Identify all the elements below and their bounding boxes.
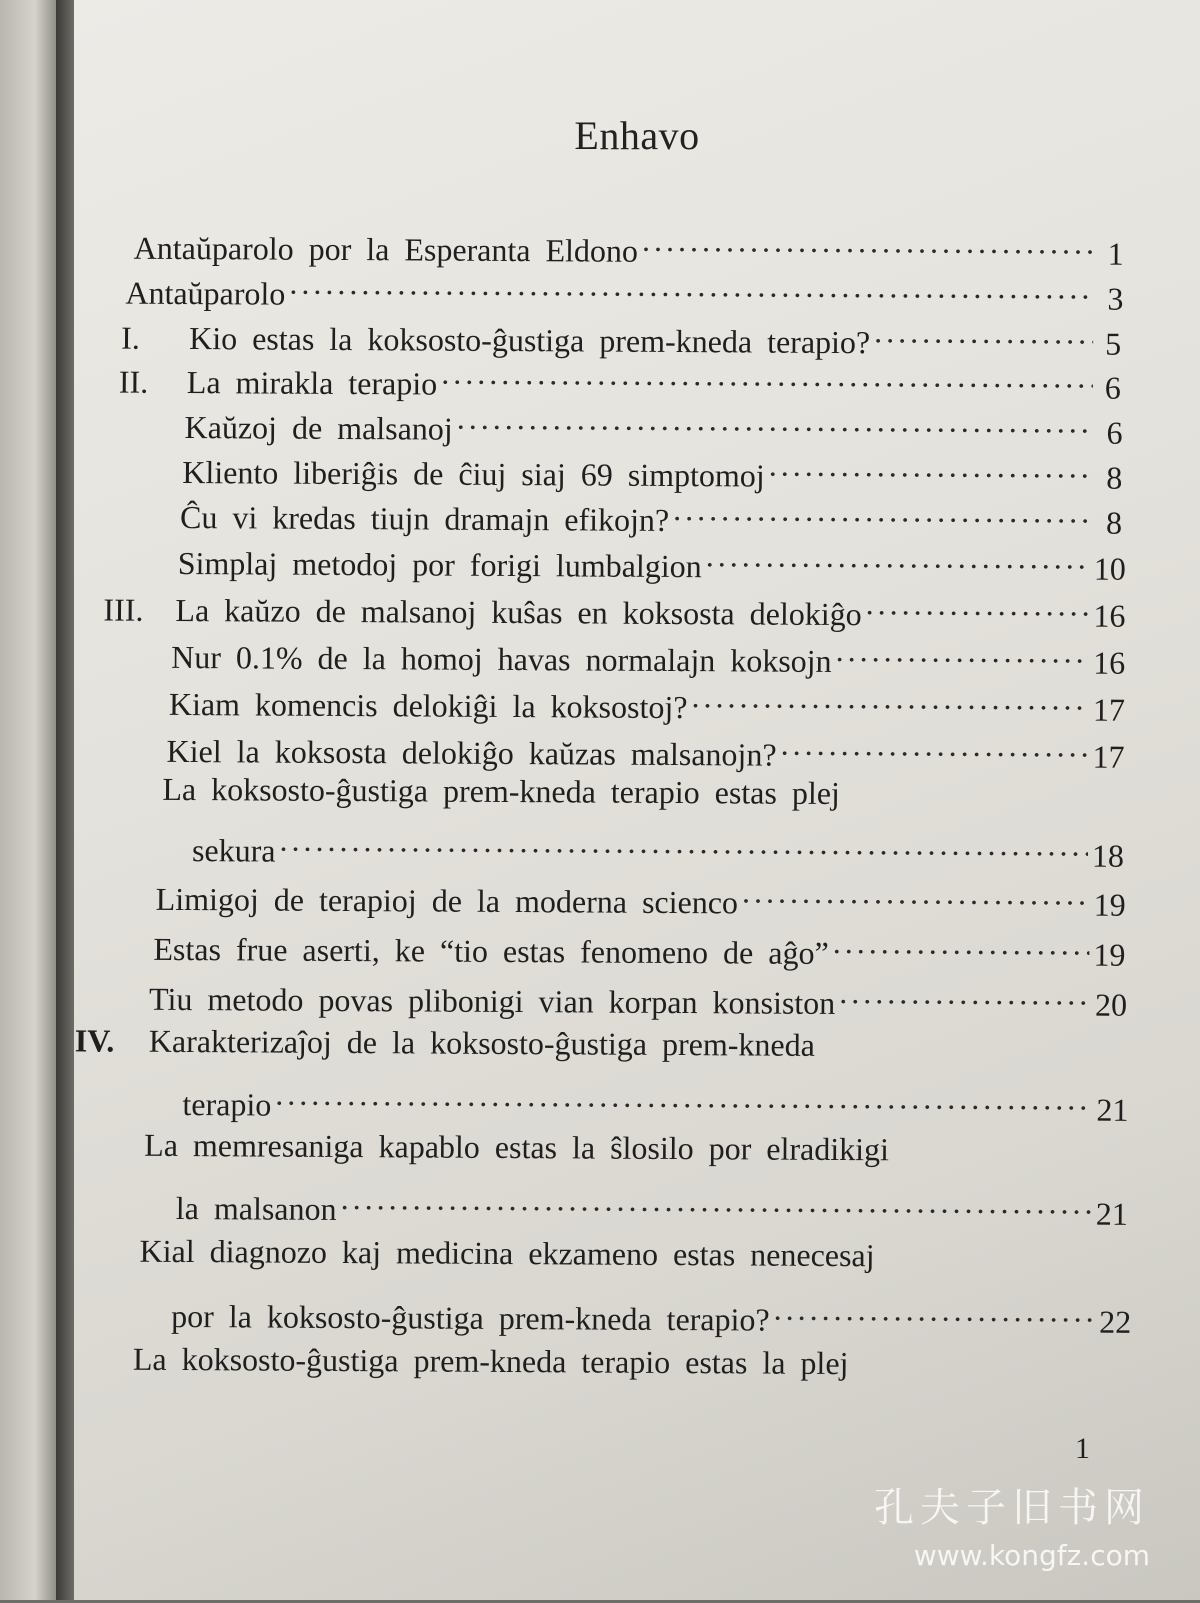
toc-entry — [171, 624, 1126, 681]
toc-entry-title: La koksosto-ĝustiga prem-kneda terapio estas plej — [162, 770, 840, 812]
toc-entry-page: 19 — [1093, 936, 1126, 973]
toc-entry-title: Kliento liberiĝis de ĉiuj siaj 69 simptomoj — [182, 454, 765, 494]
toc-entry — [182, 1071, 1129, 1128]
leader-dots — [866, 581, 1090, 626]
chapter-number: III. — [103, 591, 144, 628]
toc-entry — [149, 966, 1128, 1023]
toc-entry-page: 18 — [1091, 837, 1125, 874]
leader-dots — [839, 970, 1091, 1016]
toc-entry — [121, 305, 1122, 362]
toc-entry-title: La mirakla terapio — [186, 364, 438, 402]
watermark-url: www.kongfz.com — [913, 1539, 1150, 1572]
leader-dots — [774, 1287, 1096, 1333]
chapter-number: IV. — [74, 1022, 115, 1059]
toc-entry-title: terapio — [182, 1086, 272, 1123]
toc-entry-title: Simplaj metodoj por forigi lumbalgion — [177, 544, 702, 585]
toc-entry-title: Ĉu vi kredas tiujn dramajn efikojn? — [179, 498, 670, 538]
toc-entry-title: Antaŭparolo — [125, 274, 286, 312]
toc-entry — [118, 349, 1121, 406]
toc-entry — [179, 484, 1123, 541]
toc-entry-page: 3 — [1107, 280, 1124, 317]
toc-entry-title: sekura — [191, 832, 276, 869]
toc-entry — [133, 1337, 1129, 1387]
leader-dots — [706, 533, 1090, 579]
toc-entry — [177, 530, 1126, 587]
leader-dots — [874, 309, 1093, 354]
book-page — [74, 0, 1200, 1600]
toc-entry-title: Kaŭzoj de malsanoj — [184, 409, 453, 447]
adjacent-page-edge — [0, 0, 58, 1600]
toc-entry-page: 6 — [1104, 369, 1121, 406]
toc-entry-title: La koksosto-ĝustiga prem-kneda terapio estas la plej — [132, 1340, 849, 1382]
leader-dots — [642, 218, 1096, 265]
toc-entry-page: 17 — [1092, 738, 1125, 775]
toc-entry — [182, 439, 1123, 496]
leader-dots — [781, 722, 1089, 768]
leader-dots — [691, 674, 1089, 720]
toc-entry-title: Tiu metodo povas plibonigi vian korpan konsiston — [149, 980, 836, 1021]
toc-entry-title: Nur 0.1% de la homoj havas normalajn koksojn — [171, 638, 832, 679]
toc-entry — [103, 577, 1126, 634]
leader-dots — [275, 1072, 1092, 1121]
toc-entry-title: La memresaniga kapablo estas la ŝlosilo por elradikigi — [144, 1126, 890, 1168]
chapter-number: II. — [118, 363, 149, 400]
toc-entry-page: 5 — [1105, 325, 1122, 362]
toc-entry — [133, 215, 1124, 272]
toc-entry — [155, 866, 1126, 923]
table-of-contents — [65, 0, 1200, 1603]
toc-entry — [175, 1175, 1128, 1232]
toc-heading: Enhavo — [574, 113, 700, 158]
toc-entry-title: La kaŭzo de malsanoj kuŝas en koksosta delokiĝo — [175, 591, 862, 633]
toc-entry — [153, 916, 1126, 973]
toc-entry-page: 22 — [1099, 1303, 1132, 1340]
leader-dots — [742, 869, 1090, 915]
toc-entry-title: Antaŭparolo por la Esperanta Eldono — [133, 229, 639, 269]
page-number: 1 — [1075, 1432, 1090, 1465]
leader-dots — [457, 396, 1095, 444]
toc-entry — [144, 1123, 1128, 1173]
toc-entry — [162, 767, 1124, 817]
toc-entry-title: Kial diagnozo kaj medicina ekzameno estas nenecesaj — [139, 1232, 875, 1274]
leader-dots — [836, 628, 1090, 674]
toc-entry — [166, 718, 1125, 775]
toc-entry-page: 10 — [1093, 550, 1126, 587]
toc-entry — [75, 1018, 1127, 1068]
toc-entry-page: 16 — [1093, 597, 1126, 634]
toc-entry-title: Karakterizaĵoj de la koksosto-ĝustiga prem-kneda — [148, 1022, 815, 1063]
leader-dots — [769, 443, 1095, 489]
toc-entry-page: 16 — [1093, 644, 1126, 681]
chapter-number: I. — [121, 319, 140, 356]
toc-entry-page: 21 — [1096, 1091, 1129, 1128]
leader-dots — [833, 920, 1090, 966]
toc-entry — [168, 671, 1126, 728]
toc-entry-title: Kiel la koksosta delokiĝo kaŭzas malsanojn? — [166, 732, 777, 773]
toc-entry-title: Kio estas la koksosto-ĝustiga prem-kneda terapio? — [189, 320, 871, 361]
leader-dots — [340, 1176, 1092, 1225]
toc-entry-title: Estas frue aserti, ke “tio estas fenomeno de aĝo” — [153, 930, 829, 971]
toc-entry-page: 17 — [1092, 691, 1126, 728]
toc-entry — [125, 260, 1124, 317]
toc-entry-title: la malsanon — [175, 1189, 337, 1227]
toc-entry — [191, 817, 1125, 874]
leader-dots — [441, 351, 1093, 399]
toc-entry — [171, 1283, 1132, 1340]
toc-entry-title: Kiam komencis delokiĝi la koksostoj? — [168, 685, 688, 726]
toc-entry-page: 20 — [1094, 986, 1128, 1023]
toc-entry-page: 1 — [1107, 235, 1124, 272]
toc-entry-title: por la koksosto-ĝustiga prem-kneda terapio? — [171, 1297, 770, 1338]
toc-entry — [139, 1229, 1129, 1279]
toc-entry-page: 8 — [1106, 459, 1123, 496]
watermark-name: 孔夫子旧书网 — [874, 1485, 1150, 1531]
toc-entry-title: Limigoj de terapioj de la moderna scienco — [155, 880, 739, 921]
toc-entry-page: 21 — [1095, 1195, 1128, 1232]
toc-entry-page: 8 — [1105, 504, 1123, 541]
leader-dots — [289, 261, 1095, 310]
leader-dots — [279, 818, 1088, 867]
leader-dots — [673, 487, 1094, 534]
watermark — [874, 1476, 1150, 1572]
toc-entry — [184, 394, 1123, 451]
toc-entry-page: 6 — [1106, 414, 1123, 451]
toc-entry-page: 19 — [1093, 886, 1126, 923]
